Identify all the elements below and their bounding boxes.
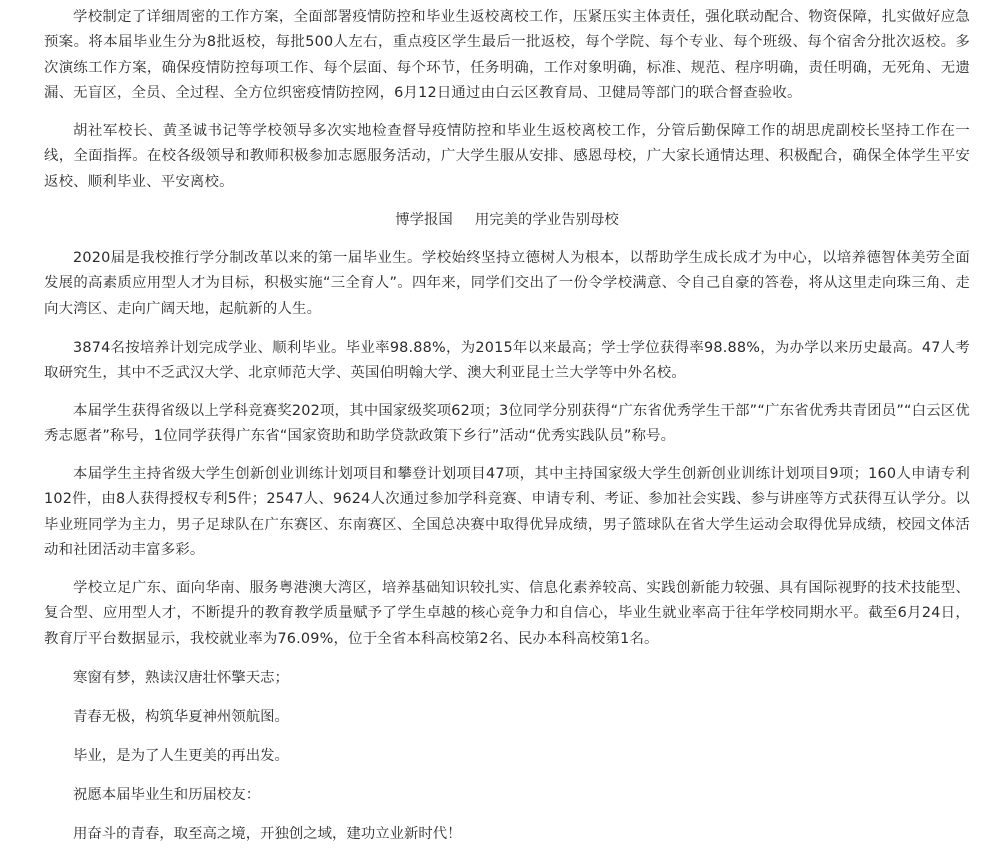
paragraph-awards: 本届学生获得省级以上学科竞赛奖202项，其中国家级奖项62项；3位同学分别获得“广东省优秀学生干部”“广东省优秀共青团员”“白云区优秀志愿者”称号，1位同学获得广东省“国家资助和助学贷款政策下乡行”活动“优秀实践队员”称号。 — [44, 403, 970, 445]
closing-line: 毕业，是为了人生更美的再出发。 — [73, 748, 289, 764]
closing-line: 青春无极，构筑华夏神州领航图。 — [73, 709, 289, 725]
subtitle-right: 用完美的学业告别母校 — [474, 212, 619, 228]
paragraph-graduation-stats: 3874名按培养计划完成学业、顺利毕业。毕业率98.88%，为2015年以来最高；学士学位获得率98.88%，为办学以来历史最高。47人考取研究生，其中不乏武汉大学、北京师范大学、英国伯明翰大学、澳大利亚昆士兰大学等中外名校。 — [44, 340, 970, 382]
paragraph-employment: 学校立足广东、面向华南、服务粤港澳大湾区，培养基础知识较扎实、信息化素养较高、实践创新能力较强、具有国际视野的技术技能型、复合型、应用型人才，不断提升的教育教学质量赋予了学生卓越的核心竞争力和自信心，毕业生就业率高于往年学校同期水平。截至6月24日，教育厅平台数据显示，我校就业率为76.09%，位于全省本科高校第2名、民办本科高校第1名。 — [44, 580, 970, 647]
closing-line: 寒窗有梦，熟读汉唐壮怀擎天志； — [73, 670, 289, 686]
paragraph-leadership-inspection: 胡社军校长、黄圣诚书记等学校领导多次实地检查督导疫情防控和毕业生返校离校工作，分管后勤保障工作的胡思虎副校长坚持工作在一线，全面指挥。在校各级领导和教师积极参加志愿服务活动，广大学生服从安排、感恩母校，广大家长通情达理、积极配合，确保全体学生平安返校、顺利毕业、平安离校。 — [44, 123, 970, 190]
subtitle-left: 博学报国 — [395, 212, 453, 228]
paragraph-epidemic-plan: 学校制定了详细周密的工作方案，全面部署疫情防控和毕业生返校离校工作，压紧压实主体责任，强化联动配合、物资保障，扎实做好应急预案。将本届毕业生分为8批返校，每批500人左右，重点疫区学生最后一批返校，每个学院、每个专业、每个班级、每个宿舍分批次返校。多次演练工作方案，确保疫情防控每项工作、每个层面、每个环节，任务明确，工作对象明确，标准、规范、程序明确，责任明确，无死角、无遗漏、无盲区，全员、全过程、全方位织密疫情防控网，6月12日通过由白云区教育局、卫健局等部门的联合督查验收。 — [44, 9, 970, 102]
closing-line: 用奋斗的青春，取至高之境，开独创之域，建功立业新时代！ — [73, 826, 462, 842]
closing-line: 祝愿本届毕业生和历届校友： — [73, 787, 261, 803]
section-subtitle — [44, 208, 970, 233]
paragraph-first-cohort: 2020届是我校推行学分制改革以来的第一届毕业生。学校始终坚持立德树人为根本，以帮助学生成长成才为中心，以培养德智体美劳全面发展的高素质应用型人才为目标，积极实施“三全育人”。四年来，同学们交出了一份令学校满意、令自己自豪的答卷，将从这里走向珠三角、走向大湾区、走向广阔天地，起航新的人生。 — [44, 250, 970, 317]
paragraph-innovation: 本届学生主持省级大学生创新创业训练计划项目和攀登计划项目47项，其中主持国家级大学生创新创业训练计划项目9项；160人申请专利102件，由8人获得授权专利5件；2547人、9624人次通过参加学科竞赛、申请专利、考证、参加社会实践、参与讲座等方式获得互认学分。以毕业班同学为主力，男子足球队在广东赛区、东南赛区、全国总决赛中取得优异成绩，男子篮球队在省大学生运动会取得优异成绩，校园文体活动和社团活动丰富多彩。 — [44, 466, 970, 559]
